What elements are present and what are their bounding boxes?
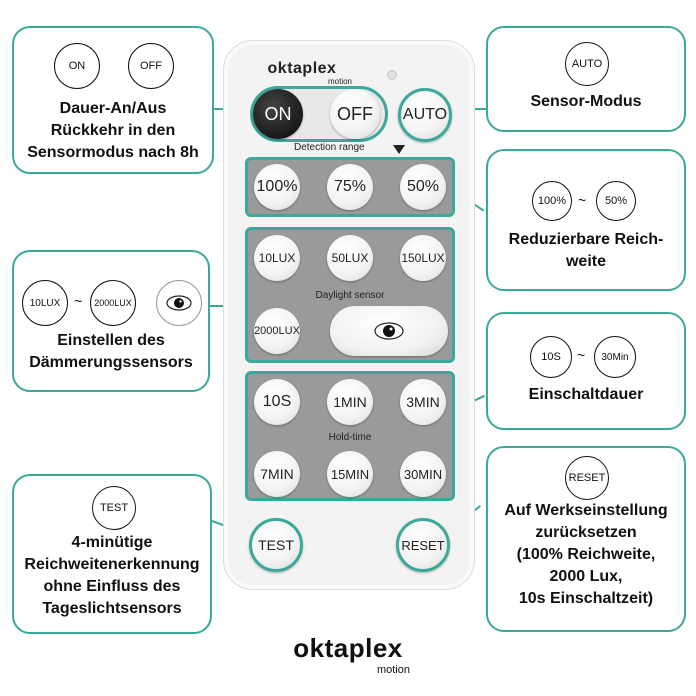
reset-button[interactable] [396,518,450,572]
callout-test [12,474,212,634]
daylight-eye-button[interactable] [330,306,448,356]
time-15min-button[interactable] [327,451,373,497]
on-button[interactable] [253,89,303,139]
detection-range-label: Detection range [294,142,365,153]
time-30min-button-label: 30MIN [403,466,443,482]
on-icon [54,43,100,89]
range-tilde: ~ [578,192,587,208]
range-100-button-label: 100% [256,178,298,195]
time-30min-button[interactable] [400,451,446,497]
range-50-icon [596,181,636,221]
lux-10-icon [22,280,68,326]
remote-brand-sub: motion [327,77,352,86]
auto-button[interactable] [398,88,452,142]
lux-10-label: 10LUX [29,297,61,309]
remote-brand: oktaplex [267,60,337,77]
lux-2000-icon [90,280,136,326]
off-button[interactable] [330,89,380,139]
time-15min-button-label: 15MIN [330,466,370,482]
test-button[interactable] [249,518,303,572]
time-10s-button-label: 10S [262,393,292,410]
on-button-label: ON [264,103,292,124]
time-3min-button[interactable] [400,379,446,425]
time-1min-button[interactable] [327,379,373,425]
reset-icon [565,456,609,500]
off-icon-label: OFF [140,60,162,72]
callout-manual [12,26,214,174]
callout-auto-text: Sensor-Modus [530,93,642,110]
range-100-icon [532,181,572,221]
reset-icon-label: RESET [568,472,606,484]
time-3min-button-label: 3MIN [406,394,440,410]
auto-icon-label: AUTO [571,58,603,70]
hold-time-label: Hold-time [328,432,372,443]
time-10s-button[interactable] [254,379,300,425]
callout-range [486,149,686,291]
lux-10-button-label: 10LUX [258,251,296,265]
time-7min-button[interactable] [254,451,300,497]
callout-reset [486,446,686,632]
range-100-button[interactable] [254,164,300,210]
range-75-button-label: 75% [333,178,367,195]
hold-30min-label: 30Min [601,351,629,363]
callout-daylight [12,250,210,392]
off-button-label: OFF [337,103,373,124]
lux-150-button-label: 150LUX [401,251,445,265]
range-100-label: 100% [537,195,567,207]
callout-daylight-text: Einstellen des Dämmerungssensors [29,332,193,371]
auto-button-label: AUTO [402,106,448,123]
test-icon [92,486,136,530]
callout-hold [486,312,686,430]
range-50-label: 50% [604,195,628,207]
lux-2000-label: 2000LUX [94,298,132,308]
lux-2000-button[interactable] [254,308,300,354]
hold-tilde: ~ [577,347,586,363]
callout-manual-text: Dauer-An/Aus Rückkehr in den Sensormodus nach 8h [27,100,199,161]
eye-icon [374,322,404,340]
callout-auto [486,26,686,132]
ir-led [387,70,397,80]
callout-test-text: 4-minütige Reichweitenerkennung ohne Einfluss des Tageslichtsensors [24,534,200,617]
hold-10s-icon [530,336,572,378]
callout-reset-text: Auf Werkseinstellung zurücksetzen (100% Reichweite, 2000 Lux, 10s Einschaltzeit) [504,502,668,607]
lux-150-button[interactable] [400,235,446,281]
test-button-label: TEST [258,537,294,553]
daylight-tilde: ~ [74,293,83,309]
callout-range-text: Reduzierbare Reich- weite [508,231,664,270]
lux-2000-button-label: 2000LUX [254,325,300,337]
footer-brand-sub: motion [376,664,410,676]
test-icon-label: TEST [99,502,129,514]
range-50-button-label: 50% [406,178,440,195]
on-icon-label: ON [68,60,86,72]
range-50-button[interactable] [400,164,446,210]
eye-icon [156,280,202,326]
range-75-button[interactable] [327,164,373,210]
time-7min-button-label: 7MIN [260,466,294,482]
callout-hold-text: Einschaltdauer [528,386,644,403]
triangle-down-icon [393,145,405,154]
daylight-sensor-label: Daylight sensor [315,290,385,301]
hold-10s-label: 10S [541,351,561,363]
lux-50-button-label: 50LUX [331,251,369,265]
footer-brand: oktaplex [293,633,403,663]
off-icon [128,43,174,89]
time-1min-button-label: 1MIN [333,394,367,410]
hold-30min-icon [594,336,636,378]
auto-icon [565,42,609,86]
lux-10-button[interactable] [254,235,300,281]
lux-50-button[interactable] [327,235,373,281]
reset-button-label: RESET [401,537,445,553]
